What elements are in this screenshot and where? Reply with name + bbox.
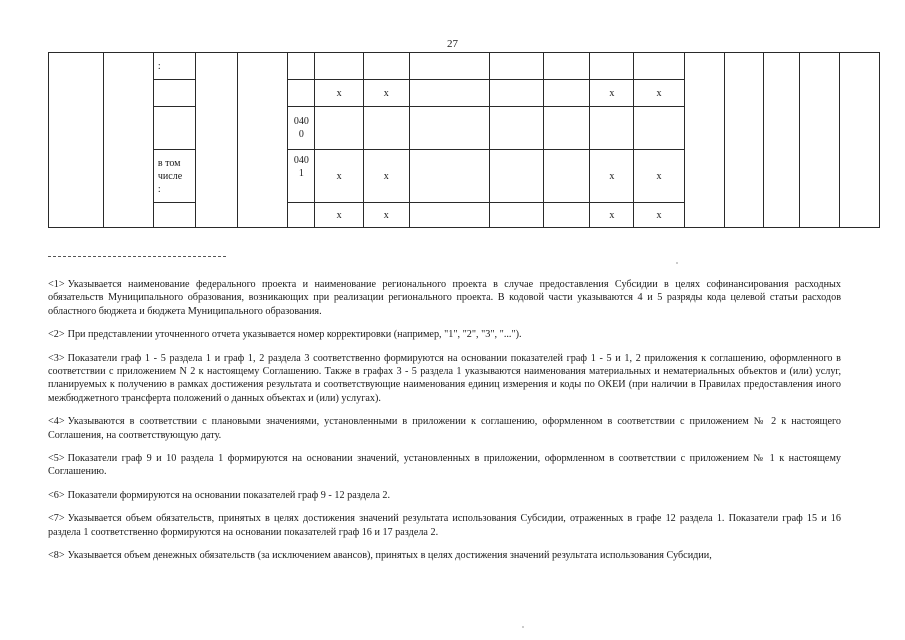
table-cell	[315, 107, 363, 150]
table-row	[49, 53, 880, 80]
footnote-marker: <5>	[48, 453, 65, 465]
table-cell	[544, 203, 590, 228]
footnote-text: Указывается объем обязательств, принятых в целях достижения значений результата использования Субсидии, отраженных в графе 12 раздела 1. Показатели граф 15 и 16 раздела 1 соответственно формируются на основании показателей граф 16 и 17 раздела 2.	[48, 513, 841, 538]
scan-artifact	[676, 262, 678, 264]
table-cell: :	[153, 53, 195, 80]
table-cell: x	[634, 203, 684, 228]
table-cell	[489, 150, 544, 203]
table-cell: x	[590, 150, 634, 203]
footnote-3	[48, 352, 841, 406]
row-code-cell	[288, 53, 315, 80]
table-cell	[409, 80, 489, 107]
footnote-text: Указывается объем денежных обязательств (за исключением авансов), принятых в целях достижения значений результата использования Субсидии,	[67, 550, 712, 562]
table-cell	[544, 80, 590, 107]
footnote-text: Показатели формируются на основании показателей граф 9 - 12 раздела 2.	[67, 489, 391, 501]
table-cell	[195, 53, 237, 228]
table-cell	[489, 53, 544, 80]
footnote-marker: <1>	[48, 279, 65, 290]
row-code-cell: 040 1	[288, 150, 315, 203]
footnote-marker: <7>	[48, 513, 65, 525]
footnote-marker: <8>	[48, 550, 65, 562]
footnote-text: Указывается наименование федерального проекта и наименование регионального проекта в случае предоставления Субсидии в целях софинансирования расходных обязательств Муниципального образования, возникающих при реализации регионального проекта. В кодовой части указываются 4 и 5 разряды кода целевой статьи расходов областного бюджета и бюджета Муниципального образования.	[48, 279, 841, 317]
footnote-text: Показатели граф 9 и 10 раздела 1 формируются на основании значений, установленных в приложении, оформленном в соответствии с приложением № 1 к настоящему Соглашению.	[48, 453, 841, 478]
table-cell	[49, 53, 104, 228]
footnote-text: Показатели граф 1 - 5 раздела 1 и граф 1, 2 раздела 3 соответственно формируются на основании показателей граф 1 - 5 и 1, 2 приложения к соглашению, оформленного в соответствии с приложением N 2 к настоящему Соглашению. Также в графах 3 - 5 раздела 1 указываются наименования материальных и нематериальных объектов и (или) услуг, планируемых к получению в рамках достижения результата и соответствующие наименования единиц измерения и коды по ОКЕИ (при наличии в Правилах предоставления иного межбюджетного трансферта положений о данных объектах и (или) услугах).	[48, 352, 841, 404]
footnote-marker: <2>	[48, 329, 65, 341]
table-cell	[103, 53, 153, 228]
table-cell	[634, 53, 684, 80]
table-cell: x	[315, 80, 363, 107]
row-code-cell	[288, 203, 315, 228]
footnote-8	[48, 549, 841, 562]
table-cell: x	[363, 80, 409, 107]
table-cell	[724, 53, 764, 228]
table-cell	[489, 80, 544, 107]
table-cell	[489, 203, 544, 228]
footnote-marker: <3>	[48, 352, 65, 364]
table-cell	[800, 53, 840, 228]
table-cell: x	[590, 80, 634, 107]
table-cell	[363, 53, 409, 80]
footnote-text: Указываются в соответствии с плановыми значениями, установленными в приложении к соглашению, оформленном в соответствии с приложением № 2 к настоящего Соглашения, на соответствующую дату.	[48, 416, 841, 441]
table-cell	[489, 107, 544, 150]
table-cell	[409, 53, 489, 80]
table-cell	[153, 107, 195, 150]
table-cell: x	[634, 150, 684, 203]
table-cell	[590, 53, 634, 80]
table-cell	[363, 107, 409, 150]
table-cell	[544, 150, 590, 203]
table-cell	[634, 107, 684, 150]
table-cell: x	[634, 80, 684, 107]
footnote-marker: <4>	[48, 416, 65, 428]
table-cell	[153, 80, 195, 107]
footnote-1	[48, 278, 841, 318]
row-code-cell	[288, 80, 315, 107]
table-cell	[839, 53, 879, 228]
table-cell: x	[590, 203, 634, 228]
report-table	[48, 52, 880, 228]
table-cell	[764, 53, 800, 228]
table-cell: x	[363, 150, 409, 203]
table-cell	[315, 53, 363, 80]
table-cell	[409, 203, 489, 228]
table-cell	[544, 53, 590, 80]
table-cell: x	[363, 203, 409, 228]
footnote-7	[48, 512, 841, 539]
table-cell: x	[315, 150, 363, 203]
footnote-separator	[48, 256, 226, 257]
table-cell	[590, 107, 634, 150]
footnote-2	[48, 328, 841, 341]
table-cell	[237, 53, 287, 228]
footnote-6	[48, 489, 841, 502]
table-cell	[409, 150, 489, 203]
row-code-cell: 040 0	[288, 107, 315, 150]
table-cell	[153, 203, 195, 228]
footnote-5	[48, 452, 841, 479]
footnote-marker: <6>	[48, 489, 65, 501]
table-cell	[544, 107, 590, 150]
table-cell	[684, 53, 724, 228]
table-cell: x	[315, 203, 363, 228]
table-cell: в том числе :	[153, 150, 195, 203]
footnotes-section	[48, 278, 841, 573]
footnote-4	[48, 415, 841, 442]
scan-artifact	[522, 626, 524, 628]
page-number: 27	[447, 38, 458, 50]
footnote-text: При представлении уточненного отчета указывается номер корректировки (например, "1", "2", "3", "...").	[67, 329, 522, 341]
table-cell	[409, 107, 489, 150]
